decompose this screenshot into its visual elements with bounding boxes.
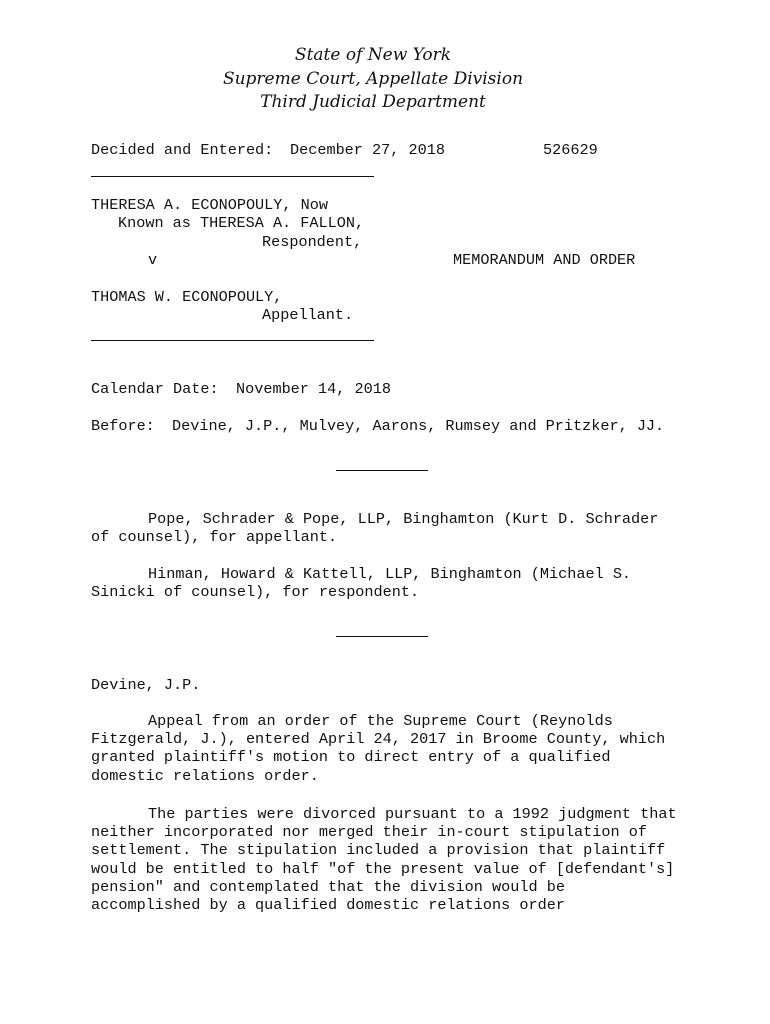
opinion-author: Devine, J.P. (91, 676, 201, 694)
plaintiff-name-line2: Known as THERESA A. FALLON, (118, 214, 365, 232)
decided-date: December 27, 2018 (290, 141, 445, 159)
versus: v (148, 251, 158, 269)
opinion-paragraph-2: The parties were divorced pursuant to a 1992 judgment that neither incorporated nor merged their in-court stipulation of settlement. The stipulation included a provision that plaintiff would be entitled to half "of the present value of [defendant's] pension" and contemplated that the division would be accomplished by a qualified domestic relations order (91, 805, 677, 915)
plaintiff-name-line1: THERESA A. ECONOPOULY, Now (91, 196, 328, 214)
caption-bottom-rule (91, 340, 374, 341)
decided-label: Decided and Entered: (91, 141, 274, 159)
calendar-label: Calendar Date: (91, 380, 219, 398)
defendant-role: Appellant. (262, 306, 354, 324)
plaintiff-role: Respondent, (262, 233, 363, 251)
calendar-date: November 14, 2018 (236, 380, 391, 398)
court-state: State of New York (294, 45, 452, 65)
section-divider-1 (336, 470, 428, 471)
respondent-counsel: Hinman, Howard & Kattell, LLP, Binghamton (Michael S. Sinicki of counsel), for respondent. (91, 565, 632, 602)
appellant-counsel: Pope, Schrader & Pope, LLP, Binghamton (Kurt D. Schrader of counsel), for appellant. (91, 510, 659, 547)
court-header (73, 44, 673, 115)
opinion-paragraph-1: Appeal from an order of the Supreme Court (Reynolds Fitzgerald, J.), entered April 24, 2017 in Broome County, which granted plaintiff's motion to direct entry of a qualified domestic relations order. (91, 712, 666, 785)
document-type: MEMORANDUM AND ORDER (453, 251, 636, 269)
court-name: Supreme Court, Appellate Division (222, 68, 524, 89)
court-department: Third Judicial Department (260, 92, 486, 112)
section-divider-2 (336, 636, 428, 637)
caption-top-rule (91, 176, 374, 177)
before-label: Before: (91, 417, 155, 435)
before-judges: Devine, J.P., Mulvey, Aarons, Rumsey and Pritzker, JJ. (172, 417, 665, 435)
docket-number: 526629 (543, 141, 598, 159)
defendant-name: THOMAS W. ECONOPOULY, (91, 288, 283, 306)
